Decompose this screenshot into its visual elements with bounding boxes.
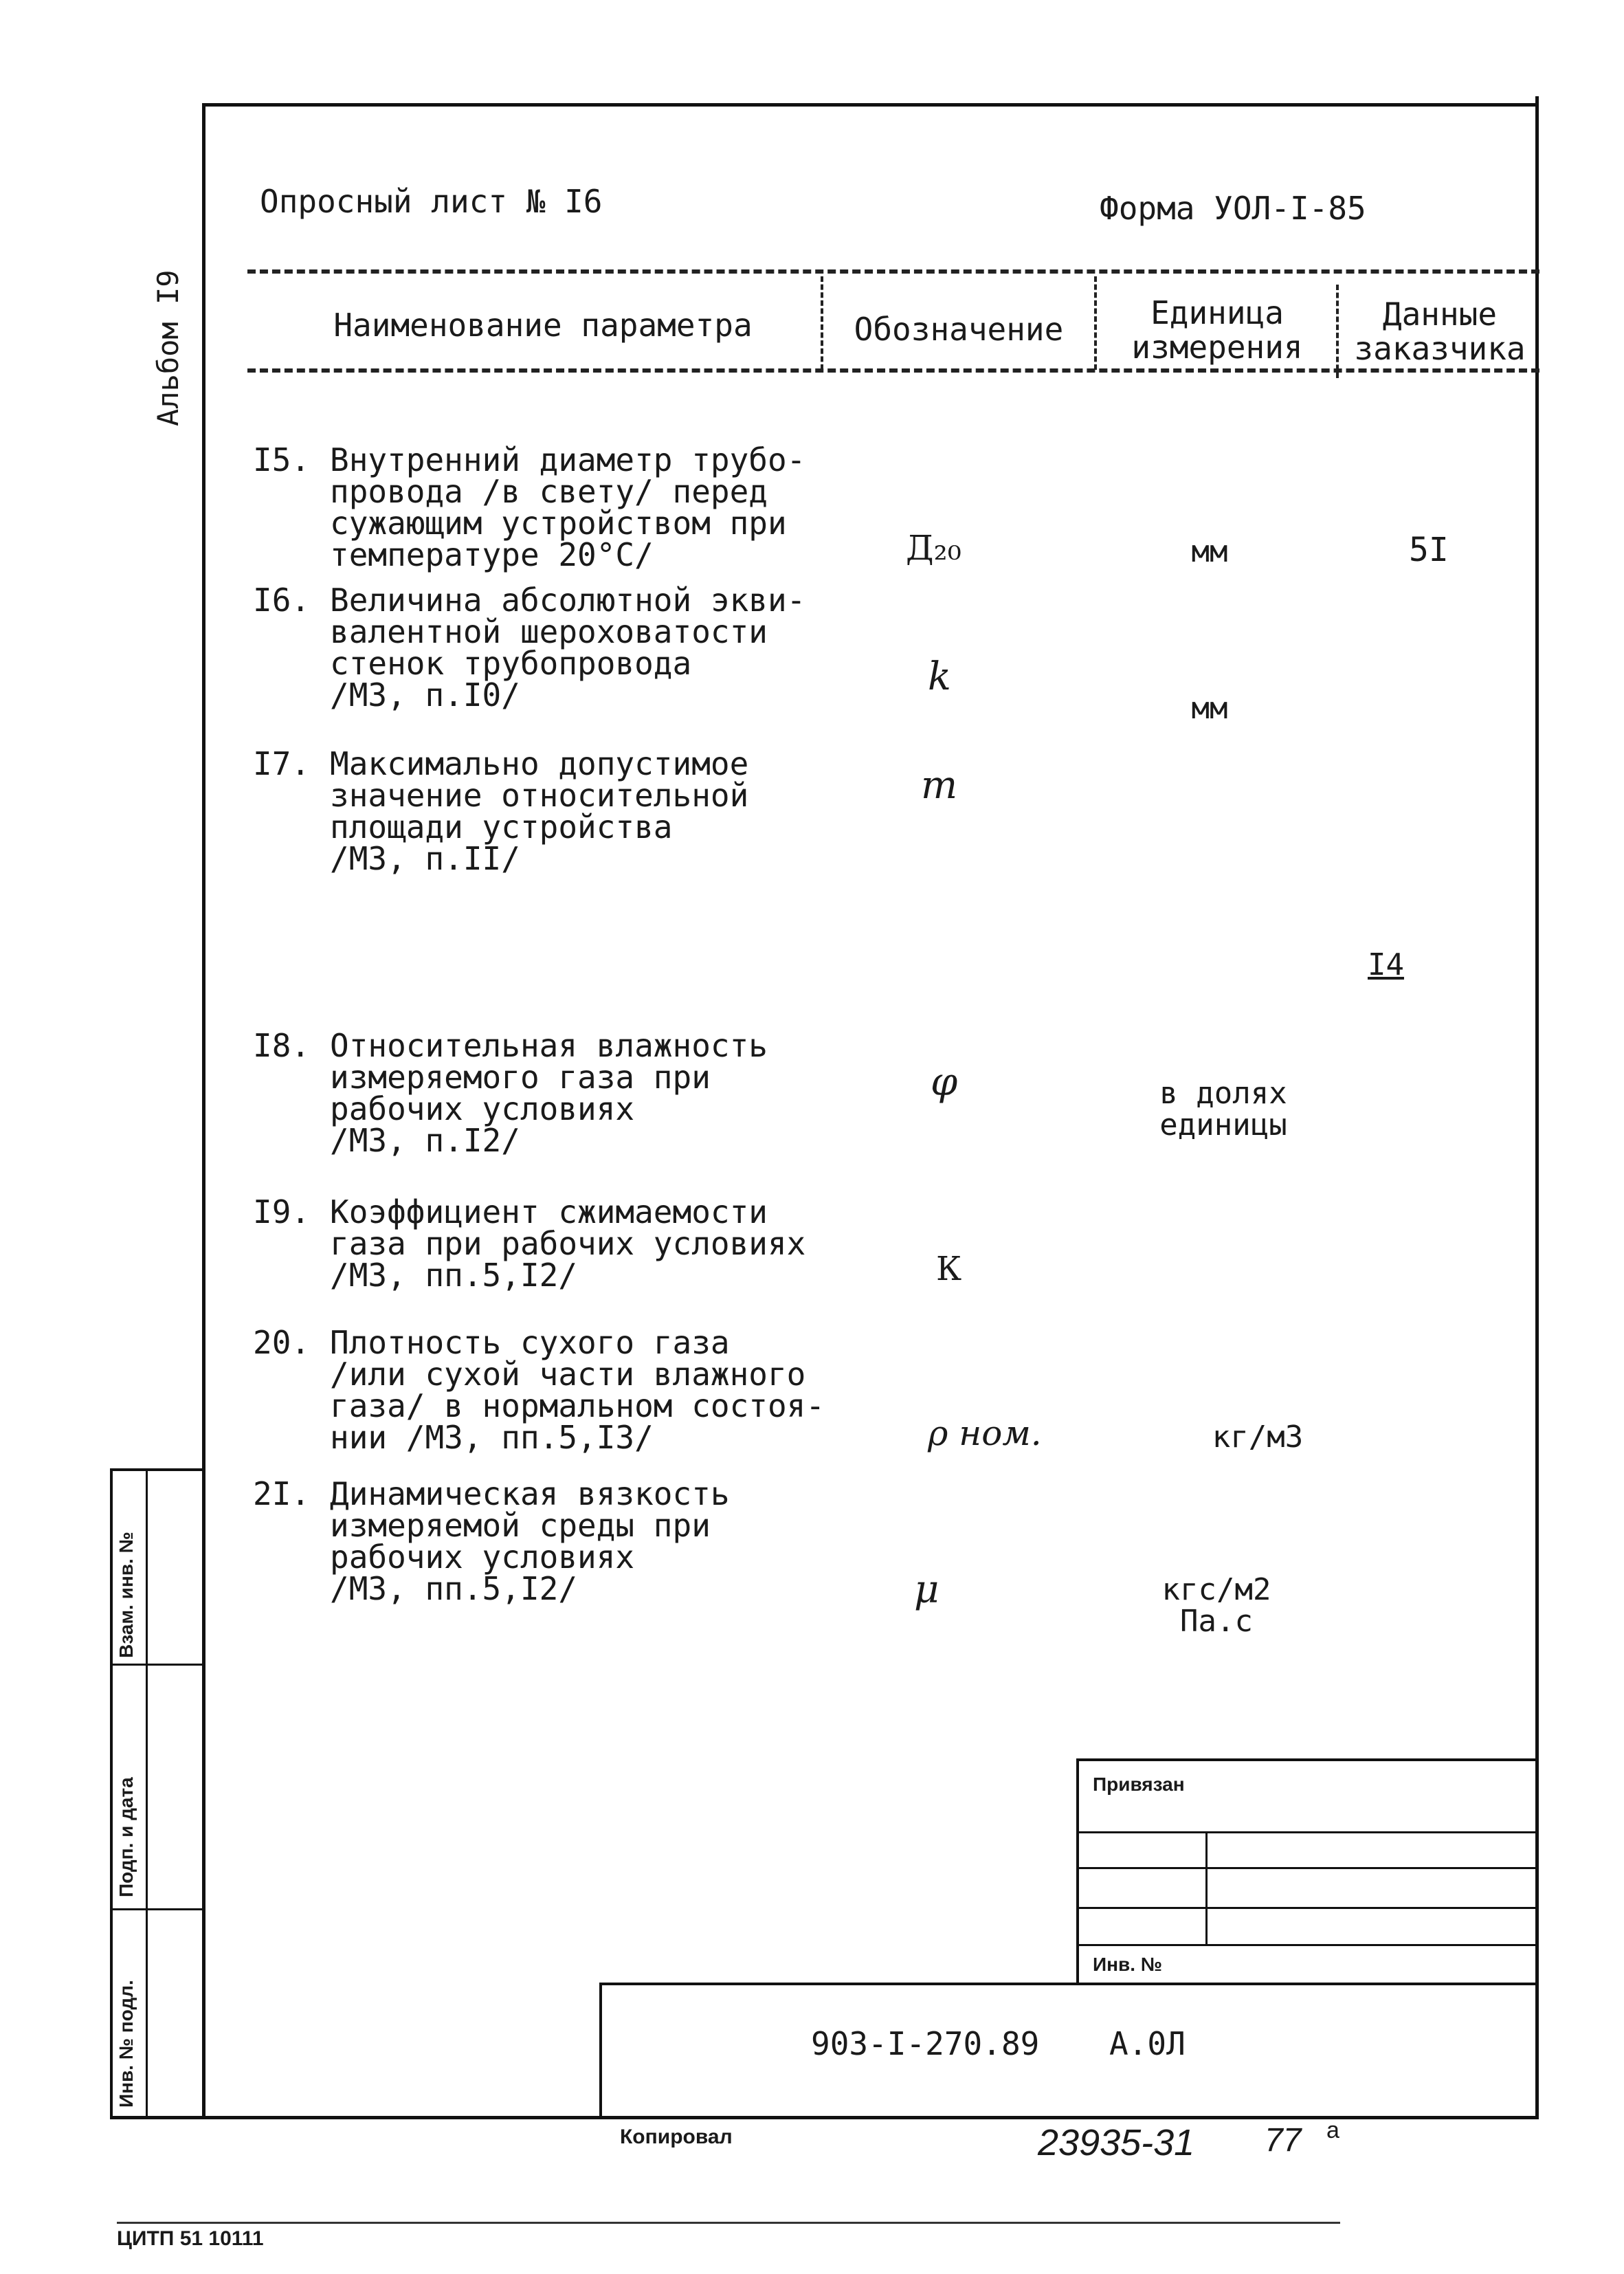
header-top-rule bbox=[247, 269, 1539, 274]
item-text: Внутренний диаметр трубо- провода /в свету/ перед сужающим устройством при температуре 20°С/ bbox=[330, 441, 806, 573]
header-divider-1 bbox=[821, 276, 823, 370]
header-bottom-rule bbox=[247, 368, 1539, 373]
titleblock-left-rule bbox=[599, 1983, 602, 2119]
item-17-symbol: m bbox=[921, 763, 958, 808]
side-top bbox=[110, 1468, 203, 1471]
side-col-mid bbox=[146, 1468, 148, 2119]
column-data-line1: Данные bbox=[1382, 296, 1498, 333]
header-divider-2 bbox=[1094, 276, 1097, 370]
album-label: Альбом I9 bbox=[151, 269, 185, 426]
item-15-value: 5I bbox=[1409, 531, 1449, 569]
column-unit bbox=[1098, 296, 1336, 364]
footer-number: 23935-31 bbox=[1038, 2122, 1195, 2163]
item-18-unit: в долях единицы bbox=[1159, 1076, 1287, 1142]
item-number: I6. bbox=[253, 582, 311, 619]
item-number: I7. bbox=[253, 745, 311, 782]
item-text: Плотность сухого газа /или сухой части влажного газа/ в нормальном состоя- нии /М3, пп.5,I3/ bbox=[330, 1324, 825, 1456]
column-symbol: Обозначение bbox=[854, 311, 1064, 348]
item-20-unit: кг/м3 bbox=[1212, 1420, 1304, 1455]
footer-sheet: 77 bbox=[1265, 2122, 1302, 2159]
item-20-symbol: ρ ном. bbox=[928, 1413, 1042, 1453]
item-21-unit: кгс/м2 Па.с bbox=[1161, 1572, 1271, 1639]
item-number: I8. bbox=[253, 1027, 311, 1064]
footer-printer: ЦИТП 51 10111 bbox=[117, 2227, 264, 2250]
titleblock-doc-code: 903-I-270.89 bbox=[811, 2025, 1040, 2062]
frame-top bbox=[202, 103, 1539, 107]
questionnaire-title: Опросный лист № I6 bbox=[260, 183, 603, 220]
side-label-podp: Подп. и дата bbox=[115, 1777, 137, 1897]
side-label-inv-podl: Инв. № подл. bbox=[115, 1980, 137, 2108]
frame-right bbox=[1535, 96, 1539, 2119]
side-row-1 bbox=[110, 1664, 203, 1666]
item-15-symbol: Д₂₀ bbox=[906, 528, 961, 568]
footer-copied: Копировал bbox=[620, 2126, 733, 2148]
side-col-left bbox=[110, 1468, 113, 2119]
stamp-inv-no: Инв. № bbox=[1093, 1954, 1163, 1975]
column-data-line2: заказчика bbox=[1354, 330, 1526, 367]
stamp-row-3 bbox=[1076, 1907, 1539, 1909]
footer-suffix: а bbox=[1326, 2117, 1339, 2143]
stamp-row-4 bbox=[1076, 1944, 1539, 1946]
titleblock-sheet-code: А.0Л bbox=[1109, 2025, 1186, 2062]
item-16-symbol: k bbox=[928, 654, 951, 699]
titleblock-top-rule bbox=[599, 1983, 1539, 1985]
item-16-unit: мм bbox=[1191, 691, 1228, 726]
item-21-symbol: μ bbox=[914, 1567, 939, 1612]
item-number: I5. bbox=[253, 441, 311, 478]
form-code: Форма УОЛ-I-85 bbox=[1100, 190, 1366, 227]
column-data bbox=[1340, 297, 1539, 366]
item-text: Коэффициент сжимаемости газа при рабочих условиях /М3, пп.5,I2/ bbox=[330, 1193, 806, 1294]
item-text: Относительная влажность измеряемого газа при рабочих условиях /М3, п.I2/ bbox=[330, 1027, 768, 1159]
stamp-attached: Привязан bbox=[1093, 1774, 1185, 1795]
item-text: Максимально допустимое значение относительной площади устройства /М3, п.II/ bbox=[330, 745, 749, 877]
item-15-unit: мм bbox=[1191, 534, 1228, 569]
item-18-symbol: φ bbox=[931, 1060, 958, 1105]
page-mark: I4 bbox=[1368, 947, 1404, 982]
stamp-col-1 bbox=[1205, 1831, 1208, 1945]
column-name: Наименование параметра bbox=[333, 307, 753, 344]
side-label-vzam: Взам. инв. № bbox=[115, 1532, 137, 1658]
frame-left bbox=[202, 103, 205, 2119]
item-number: I9. bbox=[253, 1193, 311, 1230]
stamp-row-1 bbox=[1076, 1831, 1539, 1833]
column-unit-line2: измерения bbox=[1131, 329, 1303, 366]
stamp-row-2 bbox=[1076, 1867, 1539, 1869]
item-number: 20. bbox=[253, 1324, 311, 1361]
stamp-top-rule bbox=[1076, 1758, 1539, 1761]
header-divider-3 bbox=[1336, 285, 1339, 378]
footer-rule bbox=[117, 2222, 1340, 2224]
frame-bottom bbox=[110, 2116, 1539, 2119]
item-19-symbol: К bbox=[936, 1250, 962, 1288]
side-row-2 bbox=[110, 1908, 203, 1910]
column-unit-line1: Единица bbox=[1150, 294, 1284, 331]
item-number: 2I. bbox=[253, 1475, 311, 1512]
stamp-left-rule bbox=[1076, 1758, 1079, 1985]
item-text: Динамическая вязкость измеряемой среды при рабочих условиях /М3, пп.5,I2/ bbox=[330, 1475, 730, 1607]
item-text: Величина абсолютной экви- валентной шероховатости стенок трубопровода /М3, п.I0/ bbox=[330, 582, 806, 714]
